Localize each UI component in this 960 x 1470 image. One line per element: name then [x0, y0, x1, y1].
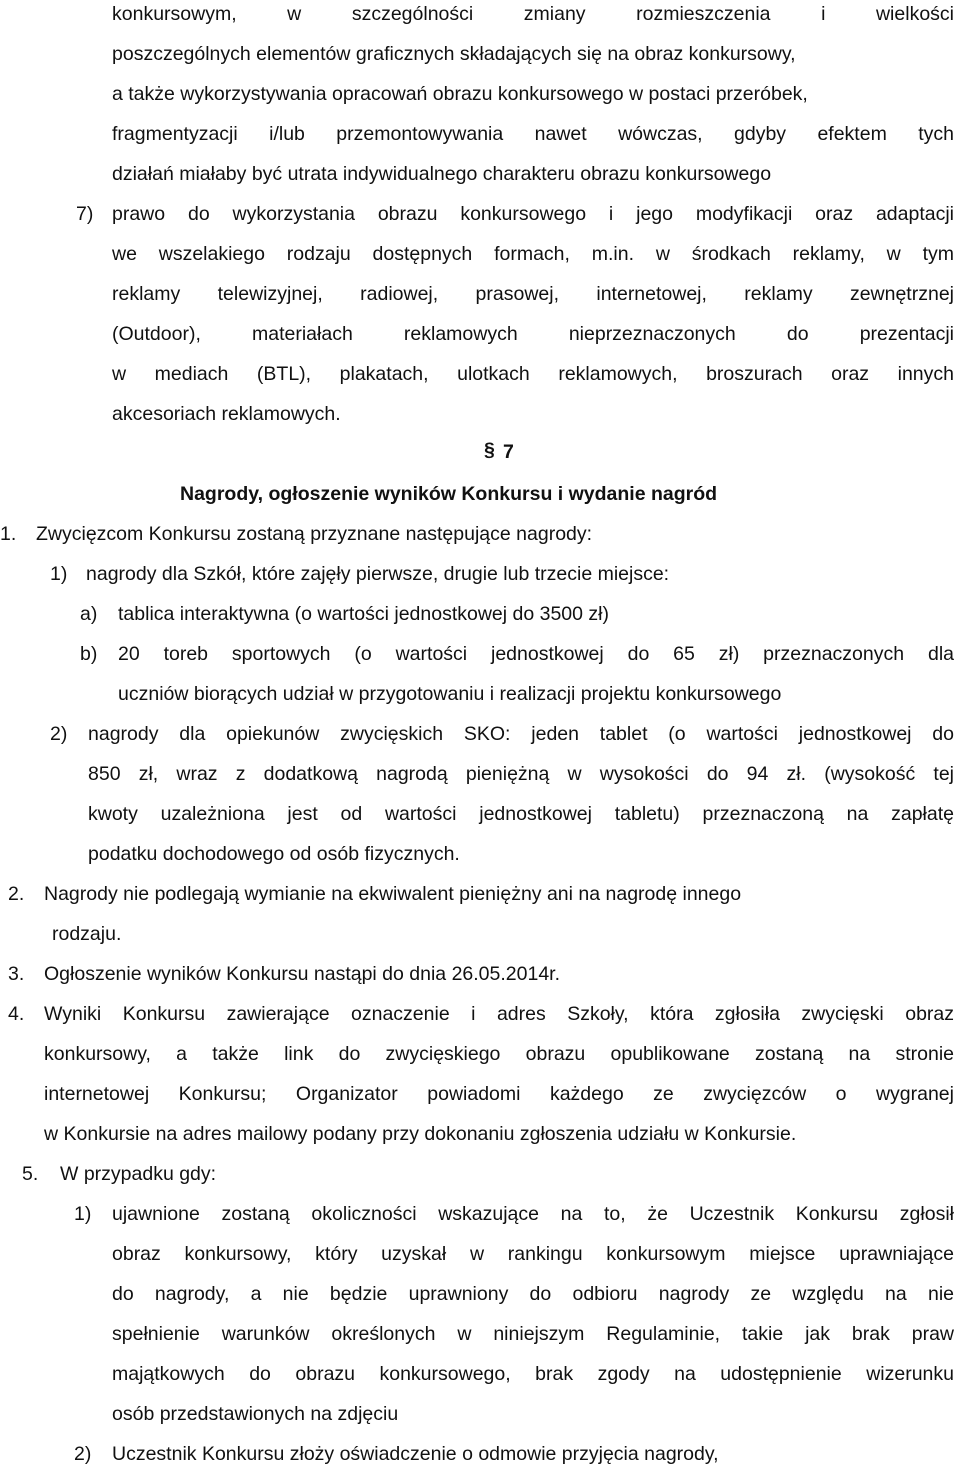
para-1-sub-1-b-label: b)	[80, 643, 98, 665]
para-2-line-1: Nagrody nie podlegają wymianie na ekwiwalent pieniężny ani na nagrodę innego	[44, 883, 742, 905]
para-1-number: 1.	[0, 523, 17, 545]
section-title: Nagrody, ogłoszenie wyników Konkursu i wydanie nagród	[180, 483, 718, 505]
para-1-sub-1-a-text: tablica interaktywna (o wartości jednostkowej do 3500 zł)	[118, 603, 609, 625]
section-number: 7	[503, 441, 514, 463]
para-5-sub-1-number: 1)	[74, 1203, 92, 1225]
para-5-sub-1-line-6: osób przedstawionych na zdjęciu	[112, 1403, 399, 1425]
item-7-line-2: we wszelakiego rodzaju dostępnych formach, m.in. w środkach reklamy, w tym	[112, 243, 954, 265]
item-7-line-5: w mediach (BTL), plakatach, ulotkach reklamowych, broszurach oraz innych	[112, 363, 954, 385]
para-1-sub-2-number: 2)	[50, 723, 68, 745]
para-5-number: 5.	[22, 1163, 39, 1185]
item-7-line-6: akcesoriach reklamowych.	[112, 403, 341, 425]
para-5-sub-1-line-5: majątkowych do obrazu konkursowego, brak zgody na udostępnienie wizerunku	[112, 1363, 954, 1385]
para-5-sub-1-line-4: spełnienie warunków określonych w niniejszym Regulaminie, takie jak brak praw	[112, 1323, 954, 1345]
item-7-line-3: reklamy telewizyjnej, radiowej, prasowej, internetowej, reklamy zewnętrznej	[112, 283, 954, 305]
item-7-line-4: (Outdoor), materiałach reklamowych nieprzeznaczonych do prezentacji	[112, 323, 954, 345]
intro-line-1: konkursowym, w szczególności zmiany rozmieszczenia i wielkości	[112, 3, 954, 25]
item-7-line-1: prawo do wykorzystania obrazu konkursowego i jego modyfikacji oraz adaptacji	[112, 203, 954, 225]
para-1-sub-1-number: 1)	[50, 563, 68, 585]
para-1-sub-1-text: nagrody dla Szkół, które zajęły pierwsze, drugie lub trzecie miejsce:	[86, 563, 670, 585]
para-1-sub-1-a-label: a)	[80, 603, 98, 625]
para-1-sub-2-line-2: 850 zł, wraz z dodatkową nagrodą pieniężną w wysokości do 94 zł. (wysokość tej	[88, 763, 954, 785]
para-2-line-2: rodzaju.	[52, 923, 122, 945]
para-1-text: Zwycięzcom Konkursu zostaną przyznane następujące nagrody:	[36, 523, 593, 545]
para-1-sub-2-line-4: podatku dochodowego od osób fizycznych.	[88, 843, 460, 865]
para-5-sub-2-number: 2)	[74, 1443, 92, 1465]
item-7-number: 7)	[76, 203, 94, 225]
intro-line-5: działań miałaby być utrata indywidualnego charakteru obrazu konkursowego	[112, 163, 772, 185]
para-4-number: 4.	[8, 1003, 25, 1025]
intro-line-4: fragmentyzacji i/lub przemontowywania nawet wówczas, gdyby efektem tych	[112, 123, 954, 145]
section-symbol: §	[484, 439, 495, 461]
para-1-sub-2-line-3: kwoty uzależniona jest od wartości jednostkowej tabletu) przeznaczoną na zapłatę	[88, 803, 954, 825]
para-4-line-2: konkursowy, a także link do zwycięskiego obrazu opublikowane zostaną na stronie	[44, 1043, 954, 1065]
para-5-sub-2-text: Uczestnik Konkursu złoży oświadczenie o odmowie przyjęcia nagrody,	[112, 1443, 719, 1465]
para-1-sub-1-b-line-1: 20 toreb sportowych (o wartości jednostkowej do 65 zł) przeznaczonych dla	[118, 643, 954, 665]
para-5-sub-1-line-2: obraz konkursowy, który uzyskał w rankingu konkursowym miejsce uprawniające	[112, 1243, 954, 1265]
para-4-line-1: Wyniki Konkursu zawierające oznaczenie i adres Szkoły, która zgłosiła zwycięski obraz	[44, 1003, 954, 1025]
intro-line-3: a także wykorzystywania opracowań obrazu konkursowego w postaci przeróbek,	[112, 83, 808, 105]
para-3-number: 3.	[8, 963, 25, 985]
para-1-sub-2-line-1: nagrody dla opiekunów zwycięskich SKO: jeden tablet (o wartości jednostkowej do	[88, 723, 954, 745]
para-5-text: W przypadku gdy:	[60, 1163, 217, 1185]
para-2-number: 2.	[8, 883, 25, 905]
intro-line-2: poszczególnych elementów graficznych składających się na obraz konkursowy,	[112, 43, 796, 65]
para-5-sub-1-line-1: ujawnione zostaną okoliczności wskazujące na to, że Uczestnik Konkursu zgłosił	[112, 1203, 954, 1225]
para-4-line-3: internetowej Konkursu; Organizator powiadomi każdego ze zwycięzców o wygranej	[44, 1083, 954, 1105]
para-1-sub-1-b-line-2: uczniów biorących udział w przygotowaniu i realizacji projektu konkursowego	[118, 683, 782, 705]
para-4-line-4: w Konkursie na adres mailowy podany przy dokonaniu zgłoszenia udziału w Konkursie.	[44, 1123, 797, 1145]
para-5-sub-1-line-3: do nagrody, a nie będzie uprawniony do odbioru nagrody ze względu na nie	[112, 1283, 954, 1305]
para-3-text: Ogłoszenie wyników Konkursu nastąpi do dnia 26.05.2014r.	[44, 963, 560, 985]
